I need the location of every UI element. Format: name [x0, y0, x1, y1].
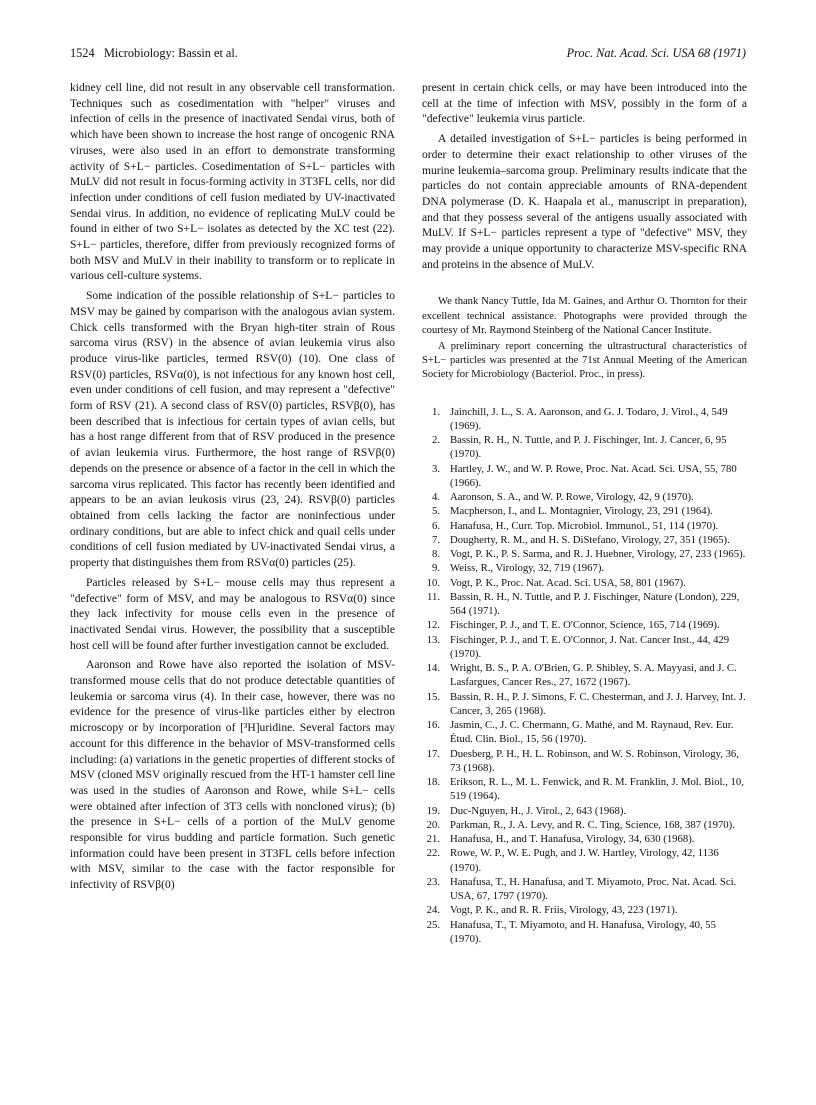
reference-text: Vogt, P. K., P. S. Sarma, and R. J. Huebner, Virology, 27, 233 (1965). [450, 548, 746, 561]
reference-number: 22. [426, 847, 440, 860]
reference-number: 15. [426, 690, 440, 703]
reference-item [422, 661, 747, 690]
reference-item [422, 576, 747, 590]
reference-item [422, 533, 747, 547]
reference-number: 12. [426, 619, 440, 632]
reference-number: 23. [426, 875, 440, 888]
reference-number: 5. [431, 505, 440, 518]
reference-text: Rowe, W. P., W. E. Pugh, and J. W. Hartley, Virology, 42, 1136 (1970). [450, 847, 719, 874]
body-paragraph: A detailed investigation of S+L− particles is being performed in order to determine their exact relationship to other viruses of the murine leukemia–sarcoma group. Preliminary results indicate that the particles do not contain appreciable amounts of RNA-dependent DNA polymerase (D. K. Haapala et al., manuscript in preparation), and that they possess several of the antigens usually associated with MuLV. If S+L− particles represent a type of "defective" MSV, they may provide a unique opportunity to characterize MSV-specific RNA and proteins in the absence of MuLV. [422, 133, 747, 271]
reference-number: 11. [427, 590, 440, 603]
reference-text: Wright, B. S., P. A. O'Brien, G. P. Shibley, S. A. Mayyasi, and J. C. Lasfargues, Cancer Res., 27, 1672 (1967). [450, 662, 737, 689]
right-column [422, 81, 747, 946]
reference-number: 6. [431, 519, 440, 532]
reference-text: Fischinger, P. J., and T. E. O'Connor, Science, 165, 714 (1969). [450, 619, 720, 632]
reference-item [422, 405, 747, 434]
reference-text: Duc-Nguyen, H., J. Virol., 2, 643 (1968). [450, 804, 627, 817]
reference-number: 24. [426, 904, 440, 917]
reference-number: 1. [431, 405, 440, 418]
reference-item [422, 690, 747, 719]
reference-number: 3. [431, 462, 440, 475]
reference-number: 8. [431, 548, 440, 561]
reference-text: Vogt, P. K., and R. R. Friis, Virology, 43, 223 (1971). [450, 904, 678, 917]
reference-text: Vogt, P. K., Proc. Nat. Acad. Sci. USA, 58, 801 (1967). [450, 576, 686, 589]
reference-text: Hanafusa, T., H. Hanafusa, and T. Miyamoto, Proc. Nat. Acad. Sci. USA, 67, 1797 (1970). [450, 875, 737, 903]
reference-item [422, 490, 747, 504]
reference-text: Jainchill, J. L., S. A. Aaronson, and G. J. Todaro, J. Virol., 4, 549 (1969). [450, 405, 728, 432]
reference-item [422, 633, 747, 662]
reference-text: Duesberg, P. H., H. L. Robinson, and W. S. Robinson, Virology, 36, 73 (1968). [450, 747, 739, 774]
left-column [70, 81, 395, 894]
reference-number: 13. [426, 633, 440, 646]
reference-item [422, 504, 747, 518]
reference-number: 2. [431, 434, 440, 447]
reference-item [422, 718, 747, 747]
reference-text: Hartley, J. W., and W. P. Rowe, Proc. Nat. Acad. Sci. USA, 55, 780 (1966). [450, 462, 737, 489]
reference-number: 17. [426, 747, 440, 760]
reference-item [422, 618, 747, 632]
reference-number: 9. [431, 562, 440, 575]
reference-item [422, 875, 747, 904]
reference-text: Bassin, R. H., P. J. Simons, F. C. Chesterman, and J. J. Harvey, Int. J. Cancer, 3, 265 (1968). [450, 690, 746, 717]
reference-text: Hanafusa, H., and T. Hanafusa, Virology, 34, 630 (1968). [450, 833, 695, 846]
body-paragraph: present in certain chick cells, or may have been introduced into the cell at the time of infection with MSV, possibly in the form of a "defective" leukemia virus particle. [422, 82, 747, 126]
reference-text: Dougherty, R. M., and H. S. DiStefano, Virology, 27, 351 (1965). [450, 533, 730, 546]
reference-text: Macpherson, I., and L. Montagnier, Virology, 23, 291 (1964). [450, 505, 713, 518]
journal-citation: Proc. Nat. Acad. Sci. USA 68 (1971) [566, 46, 746, 60]
reference-item [422, 462, 747, 491]
section-title: Microbiology: Bassin et al. [104, 46, 238, 60]
acknowledgment-paragraph: We thank Nancy Tuttle, Ida M. Gaines, and Arthur O. Thornton for their excellent technical assistance. Photographs were provided through the courtesy of Mr. Raymond Steinberg of the National Cancer Institute. [422, 296, 747, 336]
reference-item [422, 832, 747, 846]
reference-text: Erikson, R. L., M. L. Fenwick, and R. M. Franklin, J. Mol. Biol., 10, 519 (1964). [450, 776, 744, 803]
reference-text: Bassin, R. H., N. Tuttle, and P. J. Fischinger, Int. J. Cancer, 6, 95 (1970). [450, 434, 727, 461]
reference-text: Parkman, R., J. A. Levy, and R. C. Ting, Science, 168, 387 (1970). [450, 818, 735, 831]
reference-item [422, 433, 747, 462]
acknowledgments [422, 295, 747, 382]
page-number: 1524 [70, 46, 95, 60]
acknowledgment-paragraph: A preliminary report concerning the ultrastructural characteristics of S+L− particles was presented at the 71st Annual Meeting of the American Society for Microbiology (Bacteriol. Proc., in press). [422, 341, 747, 381]
reference-number: 19. [426, 804, 440, 817]
reference-item [422, 846, 747, 875]
body-paragraph: Some indication of the possible relationship of S+L− particles to MSV may be gained by comparison with the analogous avian system. Chick cells transformed with the Bryan high-titer strain of Rous sarcoma virus (RSV) in the absence of avian leukemia virus also produce virus-like particles, termed RSV(0) (10). One class of RSV(0) particles, RSVα(0), is not infectious for any known host cell, even under conditions of cell fusion, and may represent a "defective" form of RSV (21). A second class of RSV(0) particles, RSVβ(0), has been described that is infectious for certain types of avian cells, but has a host range different from that of RSV produced in the presence of avian leukemia virus. Furthermore, the host range of RSVβ(0) depends on the presence or absence of a factor in the cell in which the sarcoma virus replicated. This factor has recently been identified and appears to be an avian leukosis virus (23, 24). RSVβ(0) particles obtained from cells lacking the factor are noninfectious under ordinary conditions, but are able to infect chick and quail cells under conditions of cell fusion mediated by UV-inactivated Sendai virus, a property that distinguishes them from RSVα(0) particles (25). [70, 290, 395, 570]
reference-number: 16. [426, 719, 440, 732]
reference-text: Aaronson, S. A., and W. P. Rowe, Virology, 42, 9 (1970). [450, 491, 694, 504]
body-paragraph: Aaronson and Rowe have also reported the isolation of MSV-transformed mouse cells that do not produce detectable quantities of leukemia or sarcoma virus (4). In their case, however, there was no evidence for the presence of virus-like particles either by electron microscopy or by incorporation of [³H]uridine. Several factors may account for this difference in the behavior of MSV-transformed cells including: (a) variations in the genetic properties of different stocks of MSV (cloned MSV originally rescued from the HT-1 hamster cell line was used in the studies of Aaronson and Rowe, while S+L− cells were obtained after infection of 3T3 cells with noncloned virus); (b) the presence in S+L− cells of a portion of the MuLV genome responsible for virus budding and particle formation. Such genetic information could have been present in 3T3FL cells before infection with MSV, similar to the case with the factor responsible for infectivity of RSVβ(0) [70, 659, 395, 892]
reference-item [422, 590, 747, 619]
reference-text: Bassin, R. H., N. Tuttle, and P. J. Fischinger, Nature (London), 229, 564 (1971). [450, 590, 740, 618]
reference-number: 14. [426, 662, 440, 675]
reference-list [422, 405, 747, 947]
body-paragraph: kidney cell line, did not result in any observable cell transformation. Techniques such as cosedimentation with "helper" viruses and infection of cells in the presence of inactivated Sendai virus, both of which have been shown to increase the host range of oncogenic RNA viruses, were also used in an effort to demonstrate transforming activity of S+L− particles. Cosedimentation of S+L− particles with MuLV did not result in focus-forming activity in 3T3FL cells, nor did infection under conditions of cell fusion mediated by UV-inactivated Sendai virus. In addition, no evidence of replicating MuLV could be found in either of two S+L− isolates as detected by the XC test (22). S+L− particles, therefore, differ from previously recognized forms of both MSV and MuLV in their inability to transform or to replicate in various cell-culture systems. [70, 82, 395, 283]
reference-item [422, 775, 747, 804]
reference-item [422, 561, 747, 575]
reference-number: 21. [426, 833, 440, 846]
reference-text: Weiss, R., Virology, 32, 719 (1967). [450, 562, 605, 575]
reference-item [422, 547, 747, 561]
reference-number: 25. [426, 918, 440, 931]
reference-number: 10. [426, 576, 440, 589]
reference-item [422, 804, 747, 818]
reference-text: Fischinger, P. J., and T. E. O'Connor, J. Nat. Cancer Inst., 44, 429 (1970). [450, 633, 730, 660]
reference-text: Jasmin, C., J. C. Chermann, G. Mathé, and M. Raynaud, Rev. Eur. Étud. Clin. Biol., 15, 56 (1970). [450, 719, 734, 746]
reference-item [422, 918, 747, 947]
reference-item [422, 519, 747, 533]
reference-number: 20. [426, 818, 440, 831]
reference-item [422, 818, 747, 832]
reference-text: Hanafusa, T., T. Miyamoto, and H. Hanafusa, Virology, 40, 55 (1970). [450, 918, 716, 945]
reference-number: 7. [431, 533, 440, 546]
body-paragraph: Particles released by S+L− mouse cells may thus represent a "defective" form of MSV, and may be analogous to RSVα(0) since they lack infectivity for mouse cells even in the presence of inactivated Sendai virus. However, the possibility that a susceptible host cell will be found after further investigation cannot be excluded. [70, 576, 395, 652]
reference-item [422, 903, 747, 917]
reference-text: Hanafusa, H., Curr. Top. Microbiol. Immunol., 51, 114 (1970). [450, 519, 719, 532]
reference-number: 4. [431, 491, 440, 504]
reference-item [422, 747, 747, 776]
reference-number: 18. [426, 776, 440, 789]
running-header [70, 46, 746, 62]
